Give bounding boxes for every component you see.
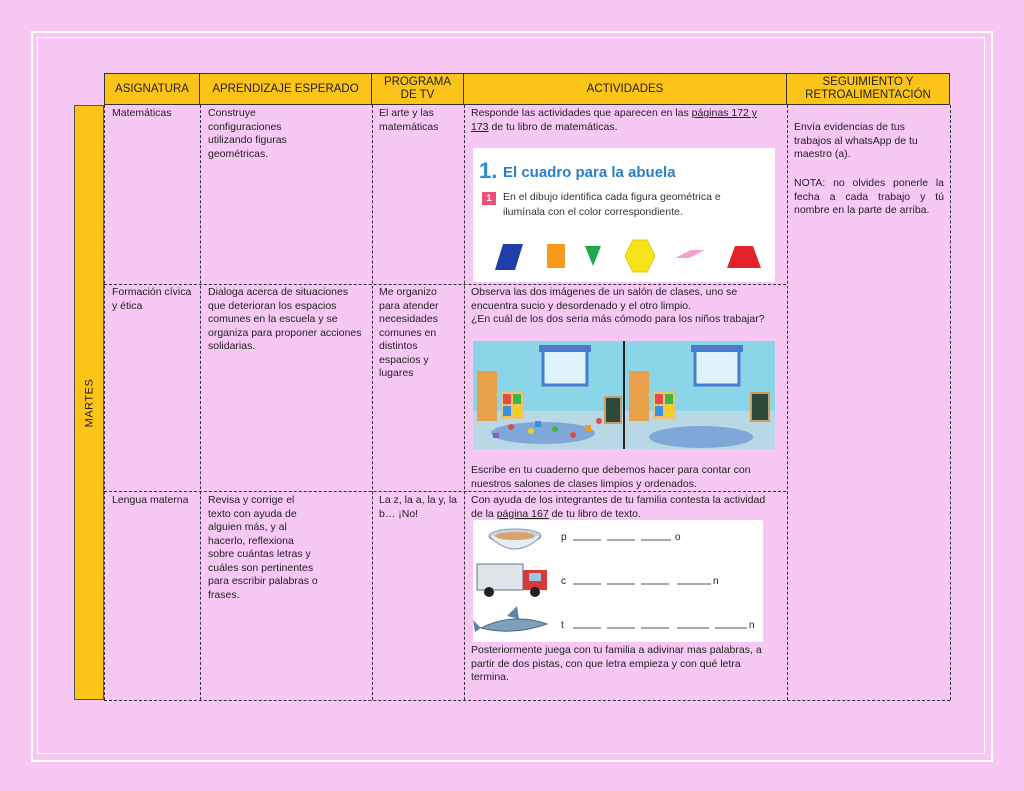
word-end-letter: n xyxy=(749,620,755,631)
row-activity: Con ayuda de los integrantes de tu familia contesta la actividad de la página 167 de tu libro de texto. xyxy=(471,494,766,520)
header-seguimiento: SEGUIMIENTO Y RETROALIMENTACIÓN xyxy=(786,73,950,105)
word-start-letter: t xyxy=(561,620,564,631)
grid-line xyxy=(104,700,950,701)
shelf-right xyxy=(629,371,649,421)
chalkboard-right xyxy=(751,393,769,421)
grid-line xyxy=(104,105,105,700)
header-programa-tv: PROGRAMA DE TV xyxy=(371,73,464,105)
grid-line xyxy=(104,284,786,285)
row-program: La z, la a, la y, la b… ¡No! xyxy=(379,494,458,520)
grid-line xyxy=(464,105,465,700)
grid-line xyxy=(950,105,951,700)
feedback-evidence-text: Envía evidencias de tus trabajos al whatsApp de tu maestro (a). xyxy=(794,121,918,160)
messy-rug xyxy=(491,422,595,444)
header-asignatura: ASIGNATURA xyxy=(104,73,200,105)
clean-rug xyxy=(649,426,753,448)
row-activity-task: Escribe en tu cuaderno que debemos hacer para contar con nuestros salones de clases limpios y ordenados. xyxy=(471,464,751,490)
header-actividades: ACTIVIDADES xyxy=(463,73,787,105)
triangle-shape xyxy=(585,246,601,266)
shark-icon xyxy=(473,606,547,632)
step-badge: 1 xyxy=(482,192,496,205)
row-program: Me organizo para atender necesidades comunes en distintos espacios y lugares xyxy=(379,286,439,379)
parallelogram-shape xyxy=(495,244,523,270)
square-shape xyxy=(547,244,565,268)
row-program: El arte y las matemáticas xyxy=(379,107,439,133)
grid-line xyxy=(372,105,373,700)
row-learning: Construye configuraciones utilizando figuras geométricas. xyxy=(208,107,287,160)
word-start-letter: p xyxy=(561,532,567,543)
chalkboard-left xyxy=(605,397,621,423)
word-completion-image xyxy=(473,520,763,642)
word-end-letter: n xyxy=(713,576,719,587)
header-aprendizaje-esperado: APRENDIZAJE ESPERADO xyxy=(199,73,372,105)
image-title: El cuadro para la abuela xyxy=(503,164,676,181)
window-right xyxy=(695,349,739,385)
grid-line xyxy=(104,491,786,492)
classroom-illustration xyxy=(473,341,775,449)
word-end-letter: o xyxy=(675,532,681,543)
day-label: MARTES xyxy=(83,378,96,427)
bowl-icon xyxy=(489,529,541,549)
trapezoid-shape xyxy=(727,246,761,268)
grid-line xyxy=(200,105,201,700)
window-left xyxy=(543,349,587,385)
row-activity-followup: Posteriormente juega con tu familia a adivinar mas palabras, a partir de dos pistas, con que letra empieza y con qué letra termina. xyxy=(471,644,762,683)
row-subject: Formación cívica y ética xyxy=(112,286,192,312)
word-start-letter: c xyxy=(561,576,566,587)
row-learning: Revisa y corrige el texto con ayuda de alguien más, y al hacerlo, reflexiona sobre cuántas letras y cuáles son pertinentes para escribir palabras o frases. xyxy=(208,494,318,601)
row-subject: Matemáticas xyxy=(112,107,172,119)
feedback-note-text: NOTA: no olvides ponerle la fecha a cada trabajo y tú nombre en la parte de arriba. xyxy=(794,177,944,216)
word-illustrations xyxy=(473,520,763,642)
image-instruction: En el dibujo identifica cada figura geométrica e ilumínala con el color correspondiente. xyxy=(503,191,721,218)
page-link[interactable]: página 167 xyxy=(496,507,549,520)
row-subject: Lengua materna xyxy=(112,494,189,506)
truck-icon xyxy=(477,564,547,597)
classroom-comparison-image xyxy=(473,341,775,449)
row-learning: Dialoga acerca de situaciones que deterioran los espacios comunes en la escuela y se organiza para proponer acciones solidarias. xyxy=(208,286,362,352)
shelf-left xyxy=(477,371,497,421)
pages-link[interactable]: páginas 172 y 173 xyxy=(471,107,758,133)
activity-number: 1. xyxy=(479,158,498,183)
row-activity: Observa las dos imágenes de un salón de clases, uno se encuentra sucio y desordenado y el otro limpio. ¿En cuál de los dos seria más cómodo para los niños trabajar? xyxy=(471,286,765,325)
hexagon-shape xyxy=(625,240,655,272)
grid-line xyxy=(787,105,788,700)
shapes-row xyxy=(473,148,775,282)
row-activity: Responde las actividades que aparecen en las páginas 172 y 173 de tu libro de matemáticas. xyxy=(471,107,758,133)
geometry-activity-image xyxy=(473,148,775,282)
rhombus-shape xyxy=(675,250,705,258)
